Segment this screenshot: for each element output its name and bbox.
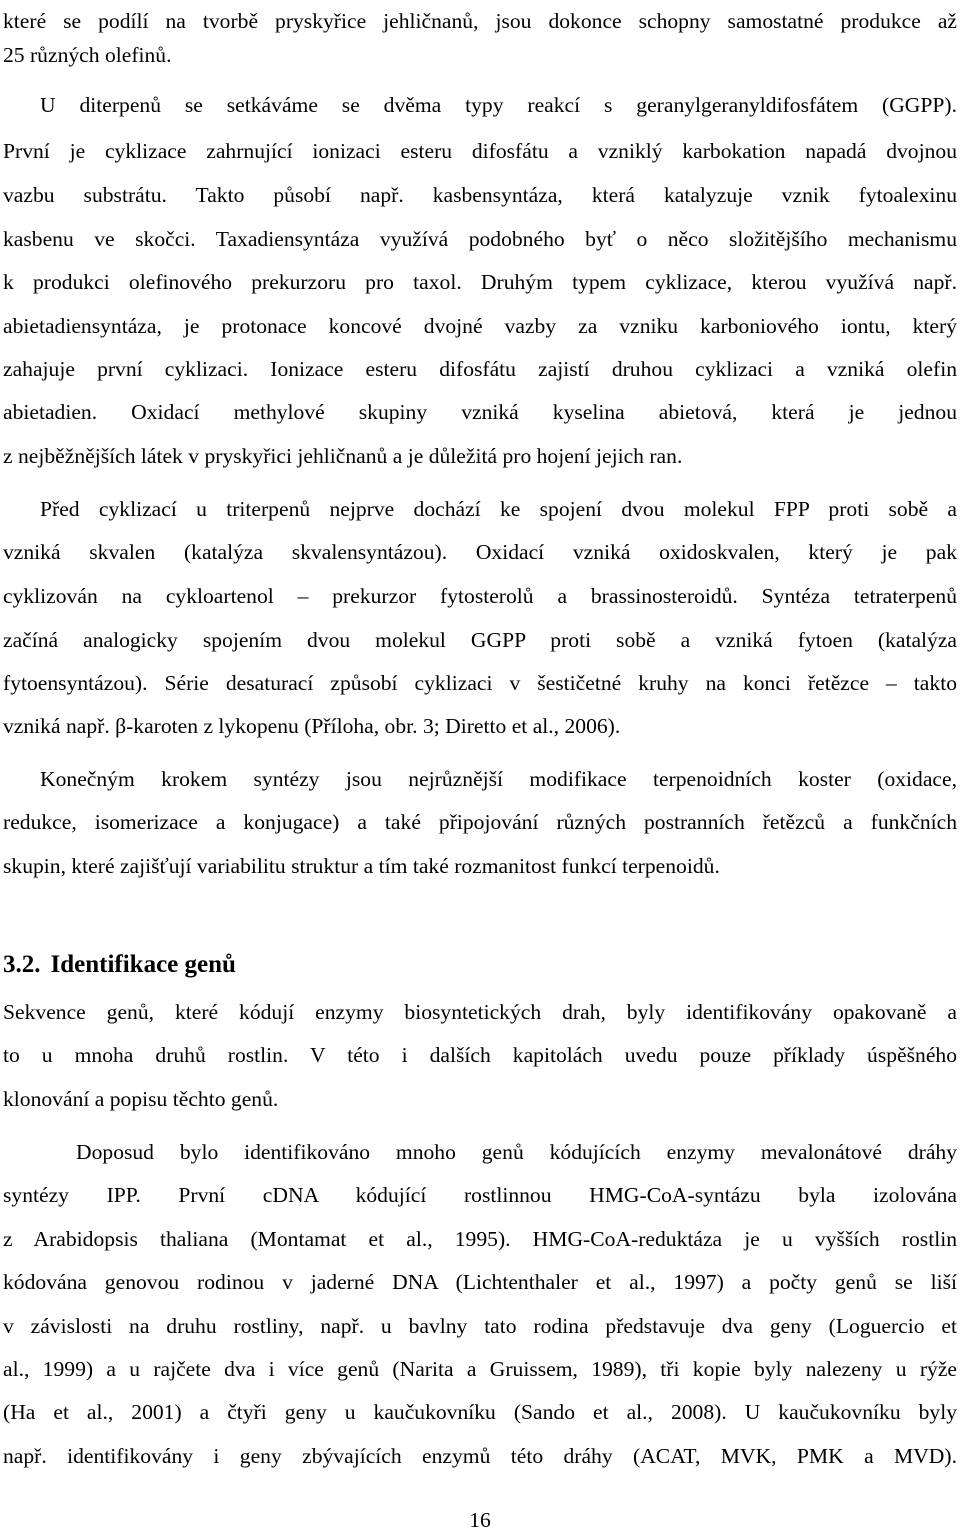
p6-line-8: např. identifikovány i geny zbývajících enzymů této dráhy (ACAT, MVK, PMK a MVD).	[3, 1444, 957, 1468]
section-number: 3.2.	[3, 951, 41, 978]
p6-line-5: v závislosti na druhu rostliny, např. u bavlny tato rodina představuje dva geny (Loguercio et	[3, 1314, 957, 1338]
p3-line-5: fytoensyntázou). Série desaturací způsobí cyklizaci v šestičetné kruhy na konci řetězce – takto	[3, 671, 957, 695]
p2-line-8: abietadien. Oxidací methylové skupiny vzniká kyselina abietová, která je jednou	[3, 400, 957, 424]
p6-line-7: (Ha et al., 2001) a čtyři geny u kaučukovníku (Sando et al., 2008). U kaučukovníku byly	[3, 1400, 957, 1424]
p2-line-2: První je cyklizace zahrnující ionizaci esteru difosfátu a vzniklý karbokation napadá dvojnou	[3, 139, 957, 163]
p5-line-2: to u mnoha druhů rostlin. V této i dalších kapitolách uvedu pouze příklady úspěšného	[3, 1043, 957, 1067]
p6-line-3: z Arabidopsis thaliana (Montamat et al., 1995). HMG-CoA-reduktáza je u vyšších rostlin	[3, 1227, 957, 1251]
p3-line-3: cyklizován na cykloartenol – prekurzor fytosterolů a brassinosteroidů. Syntéza tetraterpenů	[3, 584, 957, 608]
p4-line-1: Konečným krokem syntézy jsou nejrůznější modifikace terpenoidních koster (oxidace,	[40, 767, 957, 791]
p2-line-5: k produkci olefinového prekurzoru pro taxol. Druhým typem cyklizace, kterou využívá např.	[3, 270, 957, 294]
p3-line-4: začíná analogicky spojením dvou molekul GGPP proti sobě a vzniká fytoen (katalýza	[3, 628, 957, 652]
section-heading	[3, 948, 236, 982]
p4-line-3: skupin, které zajišťují variabilitu struktur a tím také rozmanitost funkcí terpenoidů.	[3, 854, 720, 878]
p6-line-6: al., 1999) a u rajčete dva i více genů (Narita a Gruissem, 1989), tři kopie byly nalezeny u rýže	[3, 1357, 957, 1381]
p2-line-6: abietadiensyntáza, je protonace koncové dvojné vazby za vzniku karboniového iontu, který	[3, 314, 957, 338]
p1-line-1: které se podílí na tvorbě pryskyřice jehličnanů, jsou dokonce schopny samostatné produkce až	[3, 9, 957, 33]
p3-line-2: vzniká skvalen (katalýza skvalensyntázou). Oxidací vzniká oxidoskvalen, který je pak	[3, 540, 957, 564]
p1-line-2: 25 různých olefinů.	[3, 43, 172, 67]
p3-line-1: Před cyklizací u triterpenů nejprve dochází ke spojení dvou molekul FPP proti sobě a	[40, 497, 957, 521]
p5-line-1: Sekvence genů, které kódují enzymy biosyntetických drah, byly identifikovány opakovaně a	[3, 1000, 957, 1024]
p5-line-3: klonování a popisu těchto genů.	[3, 1087, 279, 1111]
p6-line-4: kódována genovou rodinou v jaderné DNA (Lichtenthaler et al., 1997) a počty genů se liší	[3, 1270, 957, 1294]
p6-line-1: Doposud bylo identifikováno mnoho genů kódujících enzymy mevalonátové dráhy	[76, 1140, 957, 1164]
section-title: Identifikace genů	[50, 951, 236, 978]
p6-line-2: syntézy IPP. První cDNA kódující rostlinnou HMG-CoA-syntázu byla izolována	[3, 1183, 957, 1207]
page-number: 16	[469, 1508, 491, 1532]
p2-line-9: z nejběžnějších látek v pryskyřici jehličnanů a je důležitá pro hojení jejich ran.	[3, 444, 683, 468]
p2-line-3: vazbu substrátu. Takto působí např. kasbensyntáza, která katalyzuje vznik fytoalexinu	[3, 183, 957, 207]
p3-line-6: vzniká např. β-karoten z lykopenu (Příloha, obr. 3; Diretto et al., 2006).	[3, 714, 621, 738]
p2-line-1: U diterpenů se setkáváme se dvěma typy reakcí s geranylgeranyldifosfátem (GGPP).	[40, 93, 957, 117]
p4-line-2: redukce, isomerizace a konjugace) a také připojování různých postranních řetězců a funkčních	[3, 810, 957, 834]
p2-line-4: kasbenu ve skočci. Taxadiensyntáza využívá podobného byť o něco složitějšího mechanismu	[3, 227, 957, 251]
p2-line-7: zahajuje první cyklizaci. Ionizace esteru difosfátu zajistí druhou cyklizaci a vzniká olefin	[3, 357, 957, 381]
